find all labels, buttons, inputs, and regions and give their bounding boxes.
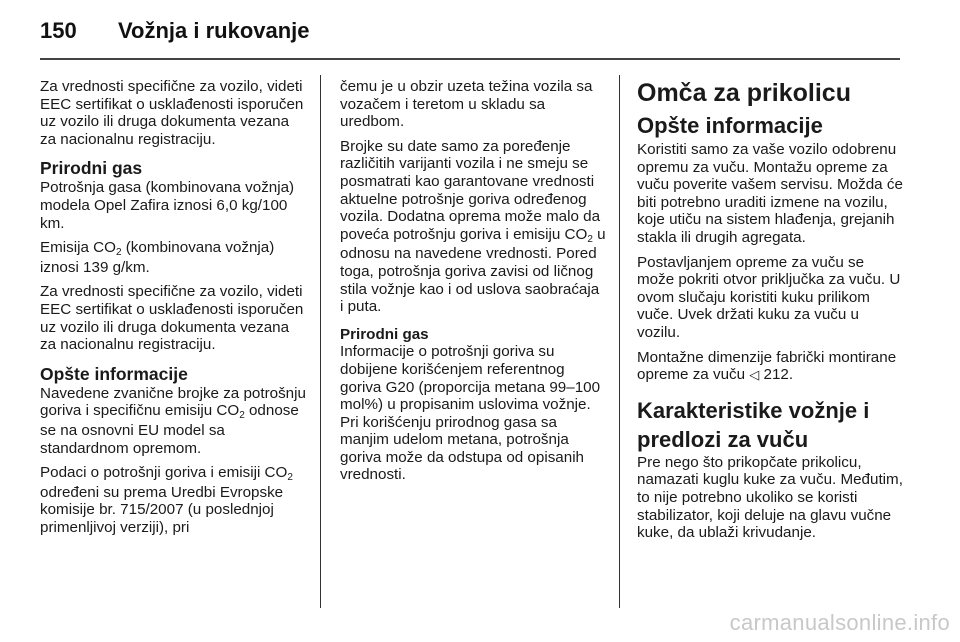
page-reference-link[interactable]: 212. bbox=[759, 366, 794, 384]
heading-natural-gas: Prirodni gas bbox=[40, 158, 143, 179]
header-rule bbox=[40, 58, 900, 60]
heading-general-info: Opšte informacije bbox=[40, 363, 188, 384]
column-1 bbox=[40, 78, 306, 543]
section-title-towbar: Omča za prikolicu bbox=[637, 79, 851, 107]
paragraph-co2-emission bbox=[40, 239, 306, 276]
subscript-2: 2 bbox=[587, 233, 593, 245]
paragraph-lubricate-ball: Pre nego što prikopčate prikolicu, namazati kuglu kuke za vuču. Međutim, to nije potrebno ukoliko se koristi stabilizator, koji deluje na glavu vučne kuke, da ublaži krivudanje. bbox=[637, 453, 903, 542]
paragraph-comparison bbox=[340, 138, 606, 316]
text-fragment: odnose se na osnovni EU model sa standardnom opremom. bbox=[40, 402, 299, 457]
heading-general-info-2: Opšte informacije bbox=[637, 113, 823, 138]
subscript-2: 2 bbox=[287, 472, 293, 484]
column-2 bbox=[340, 78, 606, 491]
paragraph-regulation-cont: čemu je u obzir uzeta težina vozila sa vozačem i teretom u skladu sa uredbom. bbox=[340, 78, 593, 131]
paragraph-g20-fuel: Informacije o potrošnji goriva su dobijene korišćenjem referentnog goriva G20 (proporcija metana 99–100 mol%) u propisanim uslovima vožnje. Pri korišćenju prirodnog gasa sa manjim udelom metana, potrošnja goriva može da odstupa od opisanih vrednosti. bbox=[340, 343, 601, 484]
watermark: carmanualsonline.info bbox=[729, 610, 950, 635]
text-fragment: Emisija CO bbox=[40, 239, 116, 257]
column-3 bbox=[637, 78, 905, 549]
text-fragment: Brojke su date samo za poređenje različitih varijanti vozila i ne smeju se posmatrati kao garantovane vrednosti aktuelne potrošnje goriva određenog vozila. Dodatna oprema može malo da poveća potrošnju goriva i emisiju CO bbox=[340, 137, 601, 243]
paragraph-gas-consumption: Potrošnja gasa (kombinovana vožnja) modela Opel Zafira iznosi 6,0 kg/100 km. bbox=[40, 179, 295, 232]
paragraph-regulation bbox=[40, 464, 306, 536]
paragraph-official-figures bbox=[40, 385, 306, 457]
text-fragment: (kombinovana vožnja) iznosi 139 g/km. bbox=[40, 239, 275, 276]
text-fragment: Podaci o potrošnji goriva i emisiji CO bbox=[40, 464, 288, 482]
paragraph-mounting-dimensions bbox=[637, 349, 905, 384]
page-reference-icon: ◁ bbox=[749, 367, 760, 383]
text-fragment: određeni su prema Uredbi Evropske komisije br. 715/2007 (u poslednjoj primenljivoj verziji), pri bbox=[40, 483, 284, 536]
heading-natural-gas-2: Prirodni gas bbox=[340, 325, 429, 343]
paragraph-eec-2: Za vrednosti specifične za vozilo, videti EEC sertifikat o usklađenosti isporučen uz vozilo ili druga dokumenta vezana za nacionalnu registraciju. bbox=[40, 283, 304, 354]
section-title-driving-characteristics: Karakteristike vožnje i predlozi za vuču bbox=[637, 397, 870, 452]
paragraph-eec-1: Za vrednosti specifične za vozilo, videti EEC sertifikat o usklađenosti isporučen uz vozilo ili druga dokumenta vezana za nacionalnu registraciju. bbox=[40, 78, 304, 148]
page-number: 150 bbox=[40, 18, 77, 43]
text-fragment: u odnosu na navedene vrednosti. Pored toga, potrošnja goriva zavisi od ličnog stila vožnje kao i od uslova saobraćaja i puta. bbox=[340, 225, 606, 316]
paragraph-towing-eye: Postavljanjem opreme za vuču se može pokriti otvor priključka za vuču. U ovom slučaju koristiti kuku prilikom vuče. Uvek držati kuku za vuču u vozilu. bbox=[637, 253, 901, 341]
column-divider-2 bbox=[619, 75, 620, 608]
chapter-title: Vožnja i rukovanje bbox=[118, 18, 310, 43]
column-divider-1 bbox=[320, 75, 321, 608]
subscript-2: 2 bbox=[115, 247, 122, 259]
paragraph-approved-equipment: Koristiti samo za vaše vozilo odobrenu opremu za vuču. Montažu opreme za vuču poverite vašem servisu. Možda će biti potrebno uraditi izmene na vozilu, koje utiču na sistem hlađenja, grejanih stakla ili drugih agregata. bbox=[637, 141, 903, 246]
subscript-2: 2 bbox=[239, 410, 245, 422]
text-fragment: Montažne dimenzije fabrički montirane opreme za vuču bbox=[637, 348, 897, 384]
text-fragment: Navedene zvanične brojke za potrošnju goriva i specifičnu emisiju CO bbox=[40, 384, 306, 420]
